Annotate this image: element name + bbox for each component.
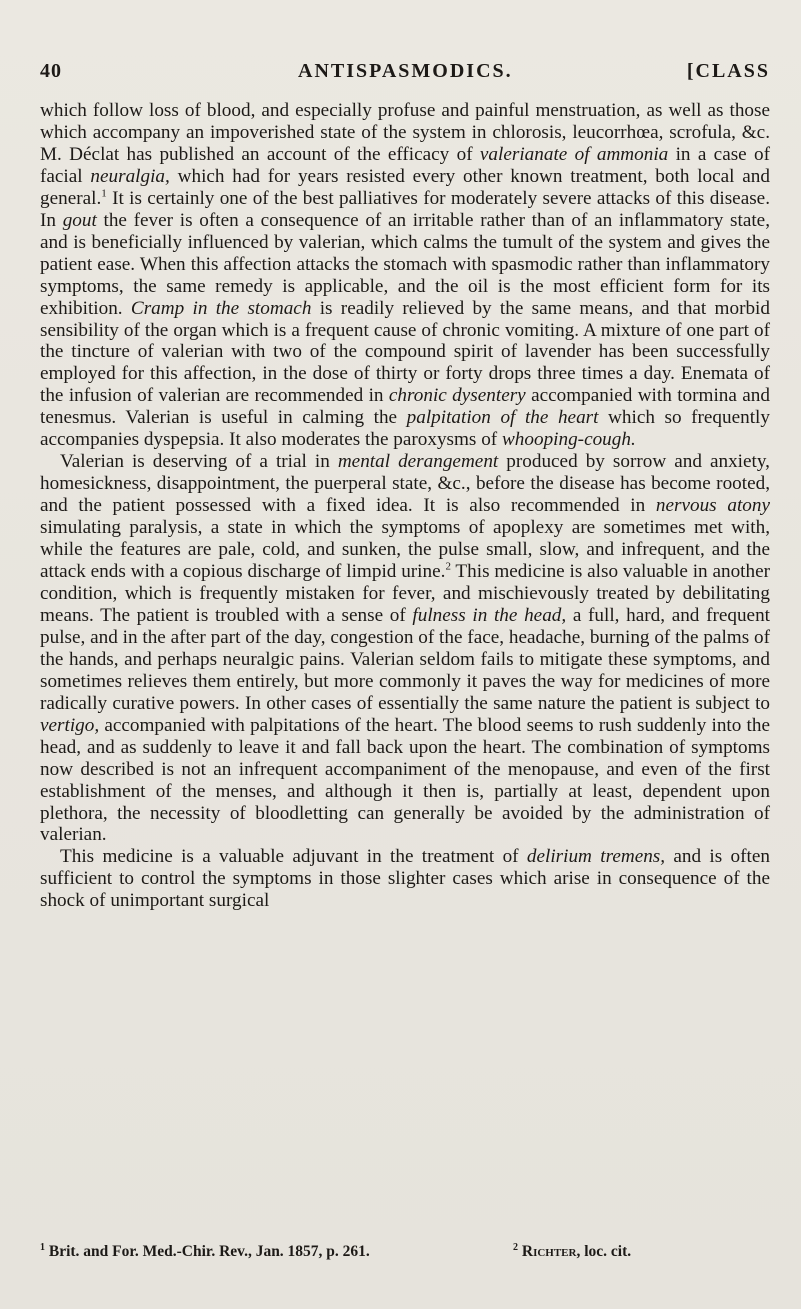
paragraph-2 xyxy=(40,451,770,846)
text-run: the fever is often a consequence of an irritable rather than of an inflammatory state, and is beneficially influenced by valerian, which calms the tumult of the system and gives the patient ease. When this affection attacks the stomach with spasmodic rather than inflammatory symptoms, the same remedy is applicable, and the oil is the most efficient form for its exhibition. xyxy=(40,209,770,319)
italic-term: chronic dysentery xyxy=(388,385,526,407)
italic-term: fulness in the head, xyxy=(412,604,567,626)
text-run: simulating paralysis, a state in which the symptoms of apoplexy are sometimes met with, while the features are pale, cold, and sunken, the pulse small, slow, and infrequent, and the attack ends with a copious discharge of limpid urine. xyxy=(40,517,770,583)
text-run: a full, hard, and frequent pulse, and in the after part of the day, congestion of the face, headache, burning of the palms of the hands, and perhaps neuralgic pains. Valerian seldom fails to mitigate these symptoms, and sometimes relieves them entirely, but more commonly it paves the way for medicines of more radically curative powers. In other cases of essentially the same nature the patient is subject to xyxy=(40,604,770,714)
page-header xyxy=(40,60,770,88)
text-run: This medicine is also valuable in another condition, which is frequently mistaken for fever, and mischievously treated by debilitating means. The patient is troubled with a sense of xyxy=(40,561,771,626)
text-run: and is often sufficient to control the symptoms in those slighter cases which arise in consequence of the shock of unimportant surgical xyxy=(40,846,770,912)
class-marker: [CLASS xyxy=(686,60,770,82)
footnote-marker: 2 xyxy=(445,560,451,573)
text-run: accompanied with palpitations of the heart. The blood seems to rush suddenly into the head, and as suddenly to leave it and fall back upon the heart. The combination of symptoms now described is not an infrequent accompaniment of the menopause, and even of the first establishment of the menses, and although it then is, partially at least, dependent upon plethora, the necessity of bloodletting can generally be avoided by the administration of valerian. xyxy=(40,714,770,846)
footnote-author: Richter, xyxy=(518,1243,581,1260)
text-run: which follow loss of blood, and especially profuse and painful menstruation, as well as those which accompany an impoverished state of the system in chlorosis, leucorrhœa, scrofula, &c. M. Déclat has published an account of the efficacy of xyxy=(40,100,770,165)
footnote-number: 1 xyxy=(40,1241,45,1253)
italic-term: nervous atony xyxy=(655,495,770,517)
italic-term: Cramp in the stomach xyxy=(130,297,312,319)
text-run: in a case of facial xyxy=(40,143,770,187)
italic-term: delirium tremens, xyxy=(526,846,666,868)
paragraph-1 xyxy=(40,100,770,451)
italic-term: vertigo, xyxy=(40,714,100,736)
text-run: Valerian is deserving of a trial in xyxy=(60,451,338,473)
text-run: which so frequently accompanies dyspepsia. It also moderates the paroxysms of xyxy=(40,407,770,451)
footnote-text: loc. cit. xyxy=(580,1243,632,1260)
running-title: ANTISPASMODICS. xyxy=(298,60,513,82)
italic-term: mental derangement xyxy=(337,451,499,473)
text-run: This medicine is a valuable adjuvant in the treatment of xyxy=(60,846,527,868)
text-run: produced by sorrow and anxiety, homesickness, disappointment, the puerperal state, &c., before the disease has become rooted, and the patient possessed with a fixed idea. It is also recommended in xyxy=(40,451,770,517)
text-run: It is certainly one of the best palliatives for moderately severe attacks of this disease. In xyxy=(40,187,770,231)
footnote-text: Brit. and For. Med.-Chir. Rev., Jan. 1857, p. 261. xyxy=(45,1243,370,1260)
footnote-1 xyxy=(40,1243,370,1261)
text-run: is readily relieved by the same means, and that morbid sensibility of the organ which is a frequent cause of chronic vomiting. A mixture of one part of the tincture of valerian with two of the compound spirit of lavender has been successfully employed for this affection, in the dose of thirty or forty drops three times a day. Enemata of the infusion of valerian are recommended in xyxy=(40,297,770,407)
italic-term: palpitation of the heart xyxy=(406,407,599,429)
italic-term: gout xyxy=(62,209,97,231)
italic-term: valerianate of ammonia xyxy=(479,143,669,165)
text-run: accompanied with tormina and tenesmus. Valerian is useful in calming the xyxy=(40,385,770,429)
italic-term: neuralgia, xyxy=(90,165,170,187)
page-number: 40 xyxy=(40,60,62,82)
text-run: which had for years resisted every other known treatment, both local and general. xyxy=(40,165,770,209)
footnote-number: 2 xyxy=(513,1241,518,1253)
footnote-marker: 1 xyxy=(101,187,107,200)
body-text xyxy=(40,100,770,912)
footnote-2 xyxy=(513,1243,631,1261)
paragraph-3 xyxy=(40,846,770,912)
italic-term: whooping-cough. xyxy=(501,429,636,451)
